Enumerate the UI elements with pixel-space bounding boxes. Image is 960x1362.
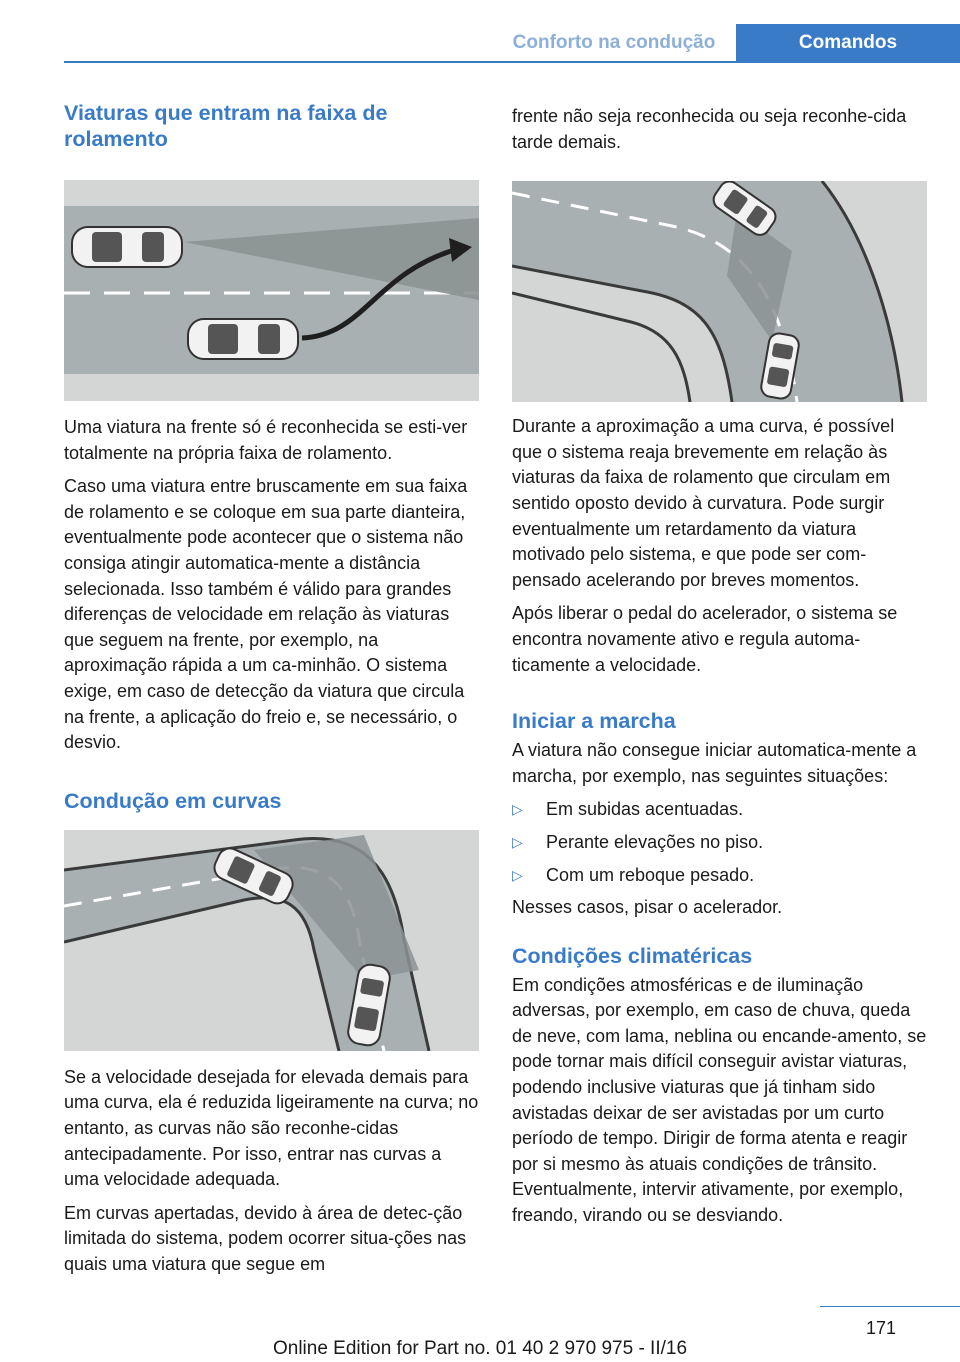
paragraph-recognition: Uma viatura na frente só é reconhecida se esti‐ver totalmente na própria faixa de rolamento. — [64, 417, 468, 463]
heading-start: Iniciar a marcha — [512, 709, 676, 734]
list-item: ▷ Em subidas acentuadas. — [512, 797, 927, 823]
edition-footer: Online Edition for Part no. 01 40 2 970 975 - II/16 — [272, 1338, 688, 1359]
paragraph-curve-speed: Se a velocidade desejada for elevada demais para uma curva, ela é reduzida ligeiramente na curva; no entanto, as curvas não são reconhe‐cidas antecipadamente. Por isso, entrar nas curvas a uma velocidade adequada. — [64, 1066, 479, 1190]
right-column — [512, 104, 927, 1229]
heading-weather: Condições climatéricas — [512, 943, 753, 968]
paragraph-tight-curves: Em curvas apertadas, devido à área de detec‐ção limitada do sistema, podem ocorrer situa‐ções nas quais uma viatura que segue em — [64, 1202, 467, 1274]
start-conditions-list — [512, 797, 927, 888]
figure-lane-entry — [64, 180, 479, 401]
paragraph-release-pedal: Após liberar o pedal do acelerador, o sistema se encontra novamente ativo e regula automa‐ticamente a velocidade. — [512, 603, 898, 675]
page-number: 171 — [865, 1318, 896, 1338]
paragraph-oncoming: Durante a aproximação a uma curva, é possível que o sistema reaja brevemente em relação às viaturas da faixa de rolamento que circulam em sentido oposto devido à curvatura. Pode surgir eventualmente um retardamento da viatura motivado pelo sistema, e que pode ser com‐pensado acelerando por breves momentos. — [512, 416, 895, 590]
header-chapter-tab[interactable]: Comandos — [736, 24, 960, 62]
heading-entering-vehicles: Viaturas que entram na faixa de rolamento — [64, 101, 388, 151]
car-ahead-icon — [72, 227, 182, 267]
paragraph-cut-in: Caso uma viatura entre bruscamente em sua faixa de rolamento e se coloque em sua parte dianteira, eventualmente pode acontecer que o sistema não consiga atingir automatica‐mente a distância selecionada. Isso também é válido para grandes diferenças de velocidade em relação às viaturas que seguem na frente, por exemplo, na aproximação rápida a um ca‐minhão. O sistema exige, em caso de detecção da viatura que circula na frente, a aplicação do freio e, se necessário, o desvio. — [64, 476, 468, 753]
left-column — [64, 100, 479, 1277]
car-merging-icon — [188, 319, 298, 359]
paragraph-weather: Em condições atmosféricas e de iluminação adversas, por exemplo, em caso de chuva, queda de neve, com lama, neblina ou encande‐amento, se pode tornar mais difícil conseguir avistar viaturas, podendo inclusive viaturas que já tinham sido avistadas deixar de ser avistadas por um curto período de tempo. Dirigir de forma atenta e reagir por si mesmo às atuais condições de trânsito. Eventualmente, intervir ativamente, por exemplo, freando, virando ou se desviando. — [512, 974, 927, 1226]
figure-curve-driving — [64, 830, 479, 1051]
list-item: ▷ Com um reboque pesado. — [512, 863, 927, 889]
figure-oncoming-curve — [512, 181, 927, 402]
paragraph-accelerate: Nesses casos, pisar o acelerador. — [512, 897, 783, 918]
footer-rule — [820, 1306, 960, 1307]
paragraph-continued: frente não seja reconhecida ou seja reconhe‐cida tarde demais. — [512, 106, 907, 152]
bullet-triangle-icon: ▷ — [512, 866, 523, 883]
header-rule — [64, 61, 960, 63]
paragraph-start: A viatura não consegue iniciar automatica‐mente a marcha, por exemplo, nas seguintes situações: — [512, 740, 917, 786]
header-section-tab[interactable]: Conforto na condução — [492, 24, 736, 62]
list-item: ▷ Perante elevações no piso. — [512, 830, 927, 856]
heading-curves: Condução em curvas — [64, 788, 282, 813]
bullet-triangle-icon: ▷ — [512, 833, 523, 850]
bullet-triangle-icon: ▷ — [512, 801, 523, 818]
